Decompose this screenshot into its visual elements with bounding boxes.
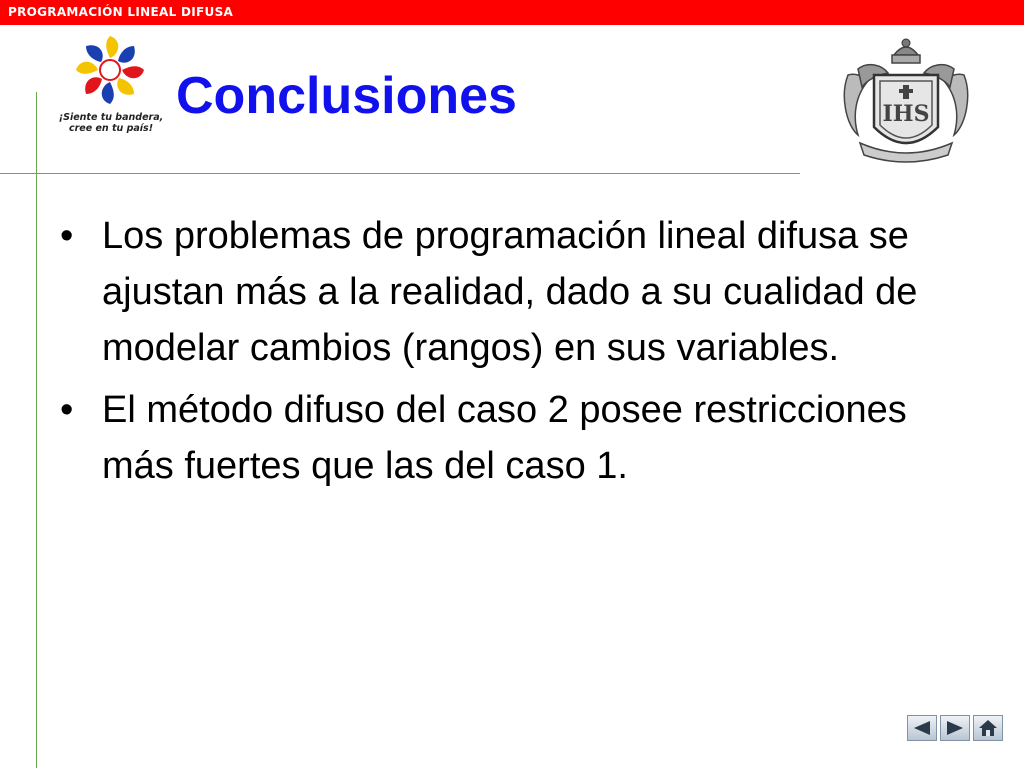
next-slide-button[interactable] — [940, 715, 970, 741]
colombia-flag-sun-icon — [65, 34, 155, 114]
bullet-marker: • — [60, 215, 74, 257]
logo-caption — [55, 112, 167, 134]
slide-title: Conclusiones — [176, 67, 517, 125]
bullet-text: El método difuso del caso 2 posee restricciones más fuertes que las del caso 1. — [102, 389, 907, 487]
horizontal-divider — [0, 173, 800, 174]
home-button[interactable] — [973, 715, 1003, 741]
vertical-divider — [36, 92, 37, 768]
university-crest — [838, 35, 974, 165]
logo-caption-line1: ¡Siente tu bandera, — [58, 112, 164, 123]
arrow-left-icon — [912, 720, 932, 736]
home-icon — [978, 719, 998, 737]
presentation-title: PROGRAMACIÓN LINEAL DIFUSA — [8, 5, 234, 19]
university-crest-icon — [838, 35, 974, 165]
previous-slide-button[interactable] — [907, 715, 937, 741]
bullet-text: Los problemas de programación lineal difusa se ajustan más a la realidad, dado a su cualidad de modelar cambios (rangos) en sus variables. — [102, 215, 918, 369]
bullet-marker: • — [60, 389, 74, 431]
flag-logo — [55, 34, 167, 146]
crest-text: IHS — [882, 101, 930, 127]
arrow-right-icon — [945, 720, 965, 736]
header-bar — [0, 0, 1024, 25]
slide-navigation — [907, 715, 1006, 743]
logo-caption-line2: cree en tu país! — [68, 123, 154, 134]
bullet-list — [60, 208, 960, 500]
list-item — [60, 208, 960, 376]
list-item — [60, 382, 960, 494]
